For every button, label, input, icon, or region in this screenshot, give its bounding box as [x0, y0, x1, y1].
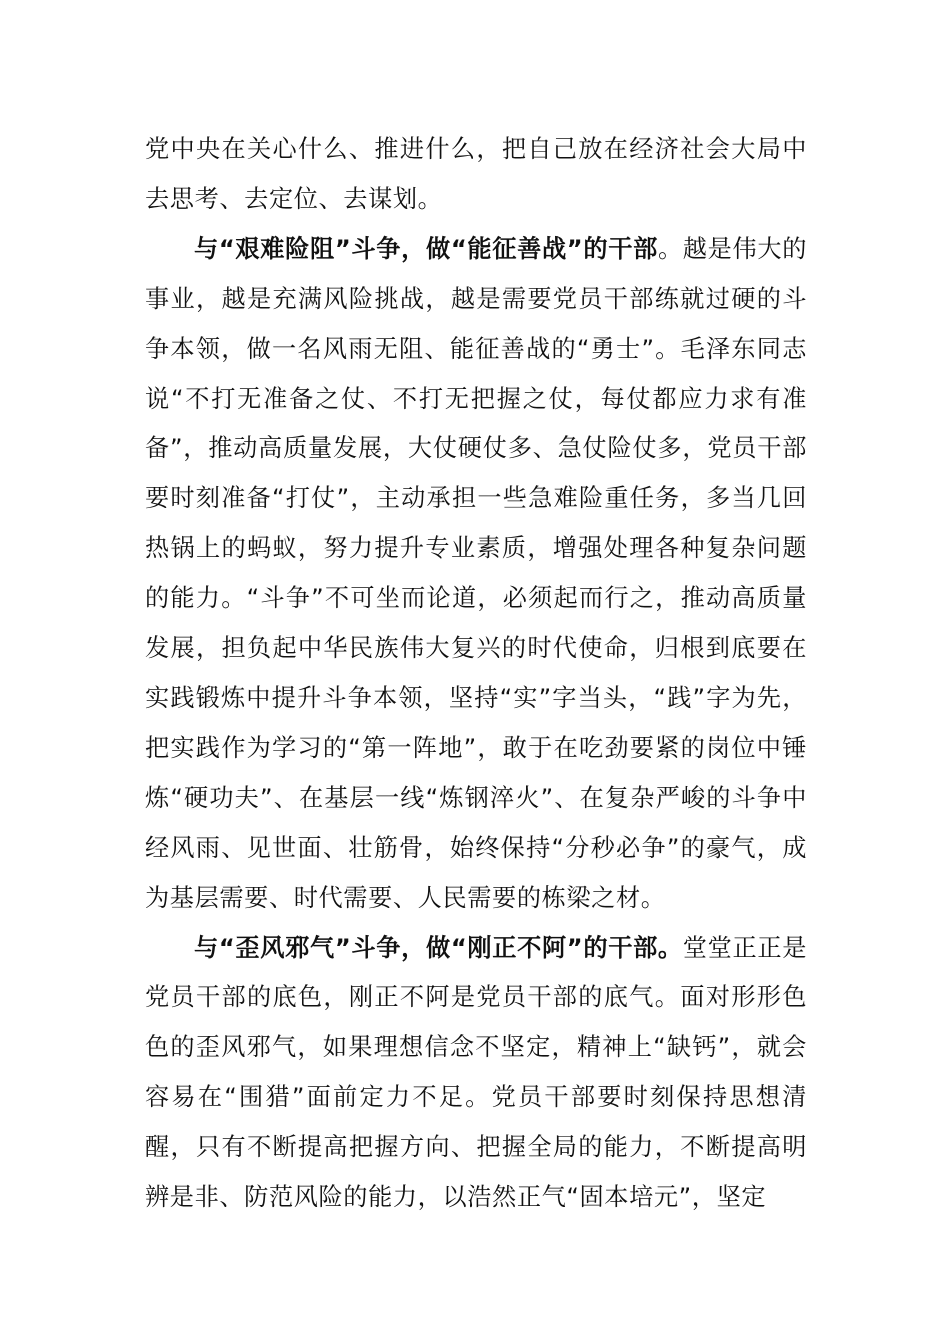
paragraph-text: 党中央在关心什么、推进什么，把自己放在经济社会大局中去思考、去定位、去谋划。: [145, 135, 807, 213]
paragraph-heading: 与“艰难险阻”斗争，做“能征善战”的干部: [194, 234, 658, 263]
paragraph-text: 。越是伟大的事业，越是充满风险挑战，越是需要党员干部练就过硬的斗争本领，做一名风雨无阻、能征善战的“勇士”。毛泽东同志说“不打无准备之仗、不打无把握之仗，每仗都应力求有准备”，推动高质量发展，大仗硬仗多、急仗险仗多，党员干部要时刻准备“打仗”，主动承担一些急难险重任务，多当几回热锅上的蚂蚁，努力提升专业素质，增强处理各种复杂问题的能力。“斗争”不可坐而论道，必须起而行之，推动高质量发展，担负起中华民族伟大复兴的时代使命，归根到底要在实践锻炼中提升斗争本领，坚持“实”字当头，“践”字为先，把实践作为学习的“第一阵地”，敢于在吃劲要紧的岗位中锤炼“硬功夫”、在基层一线“炼钢淬火”、在复杂严峻的斗争中经风雨、见世面、壮筋骨，始终保持“分秒必争”的豪气，成为基层需要、时代需要、人民需要的栋梁之材。: [145, 234, 807, 912]
document-body: [145, 125, 807, 1223]
paragraph-heading: 与“歪风邪气”斗争，做“刚正不阿”的干部。: [194, 933, 683, 962]
paragraph-text: 堂堂正正是党员干部的底色，刚正不阿是党员干部的底气。面对形形色色的歪风邪气，如果理想信念不坚定，精神上“缺钙”，就会容易在“围猎”面前定力不足。党员干部要时刻保持思想清醒，只有不断提高把握方向、把握全局的能力，不断提高明辨是非、防范风险的能力，以浩然正气“固本培元”，坚定: [145, 933, 807, 1212]
paragraph-continuation: [145, 125, 807, 225]
paragraph-struggle-hardships: [145, 225, 807, 924]
paragraph-struggle-unhealthy-trends: [145, 924, 807, 1223]
